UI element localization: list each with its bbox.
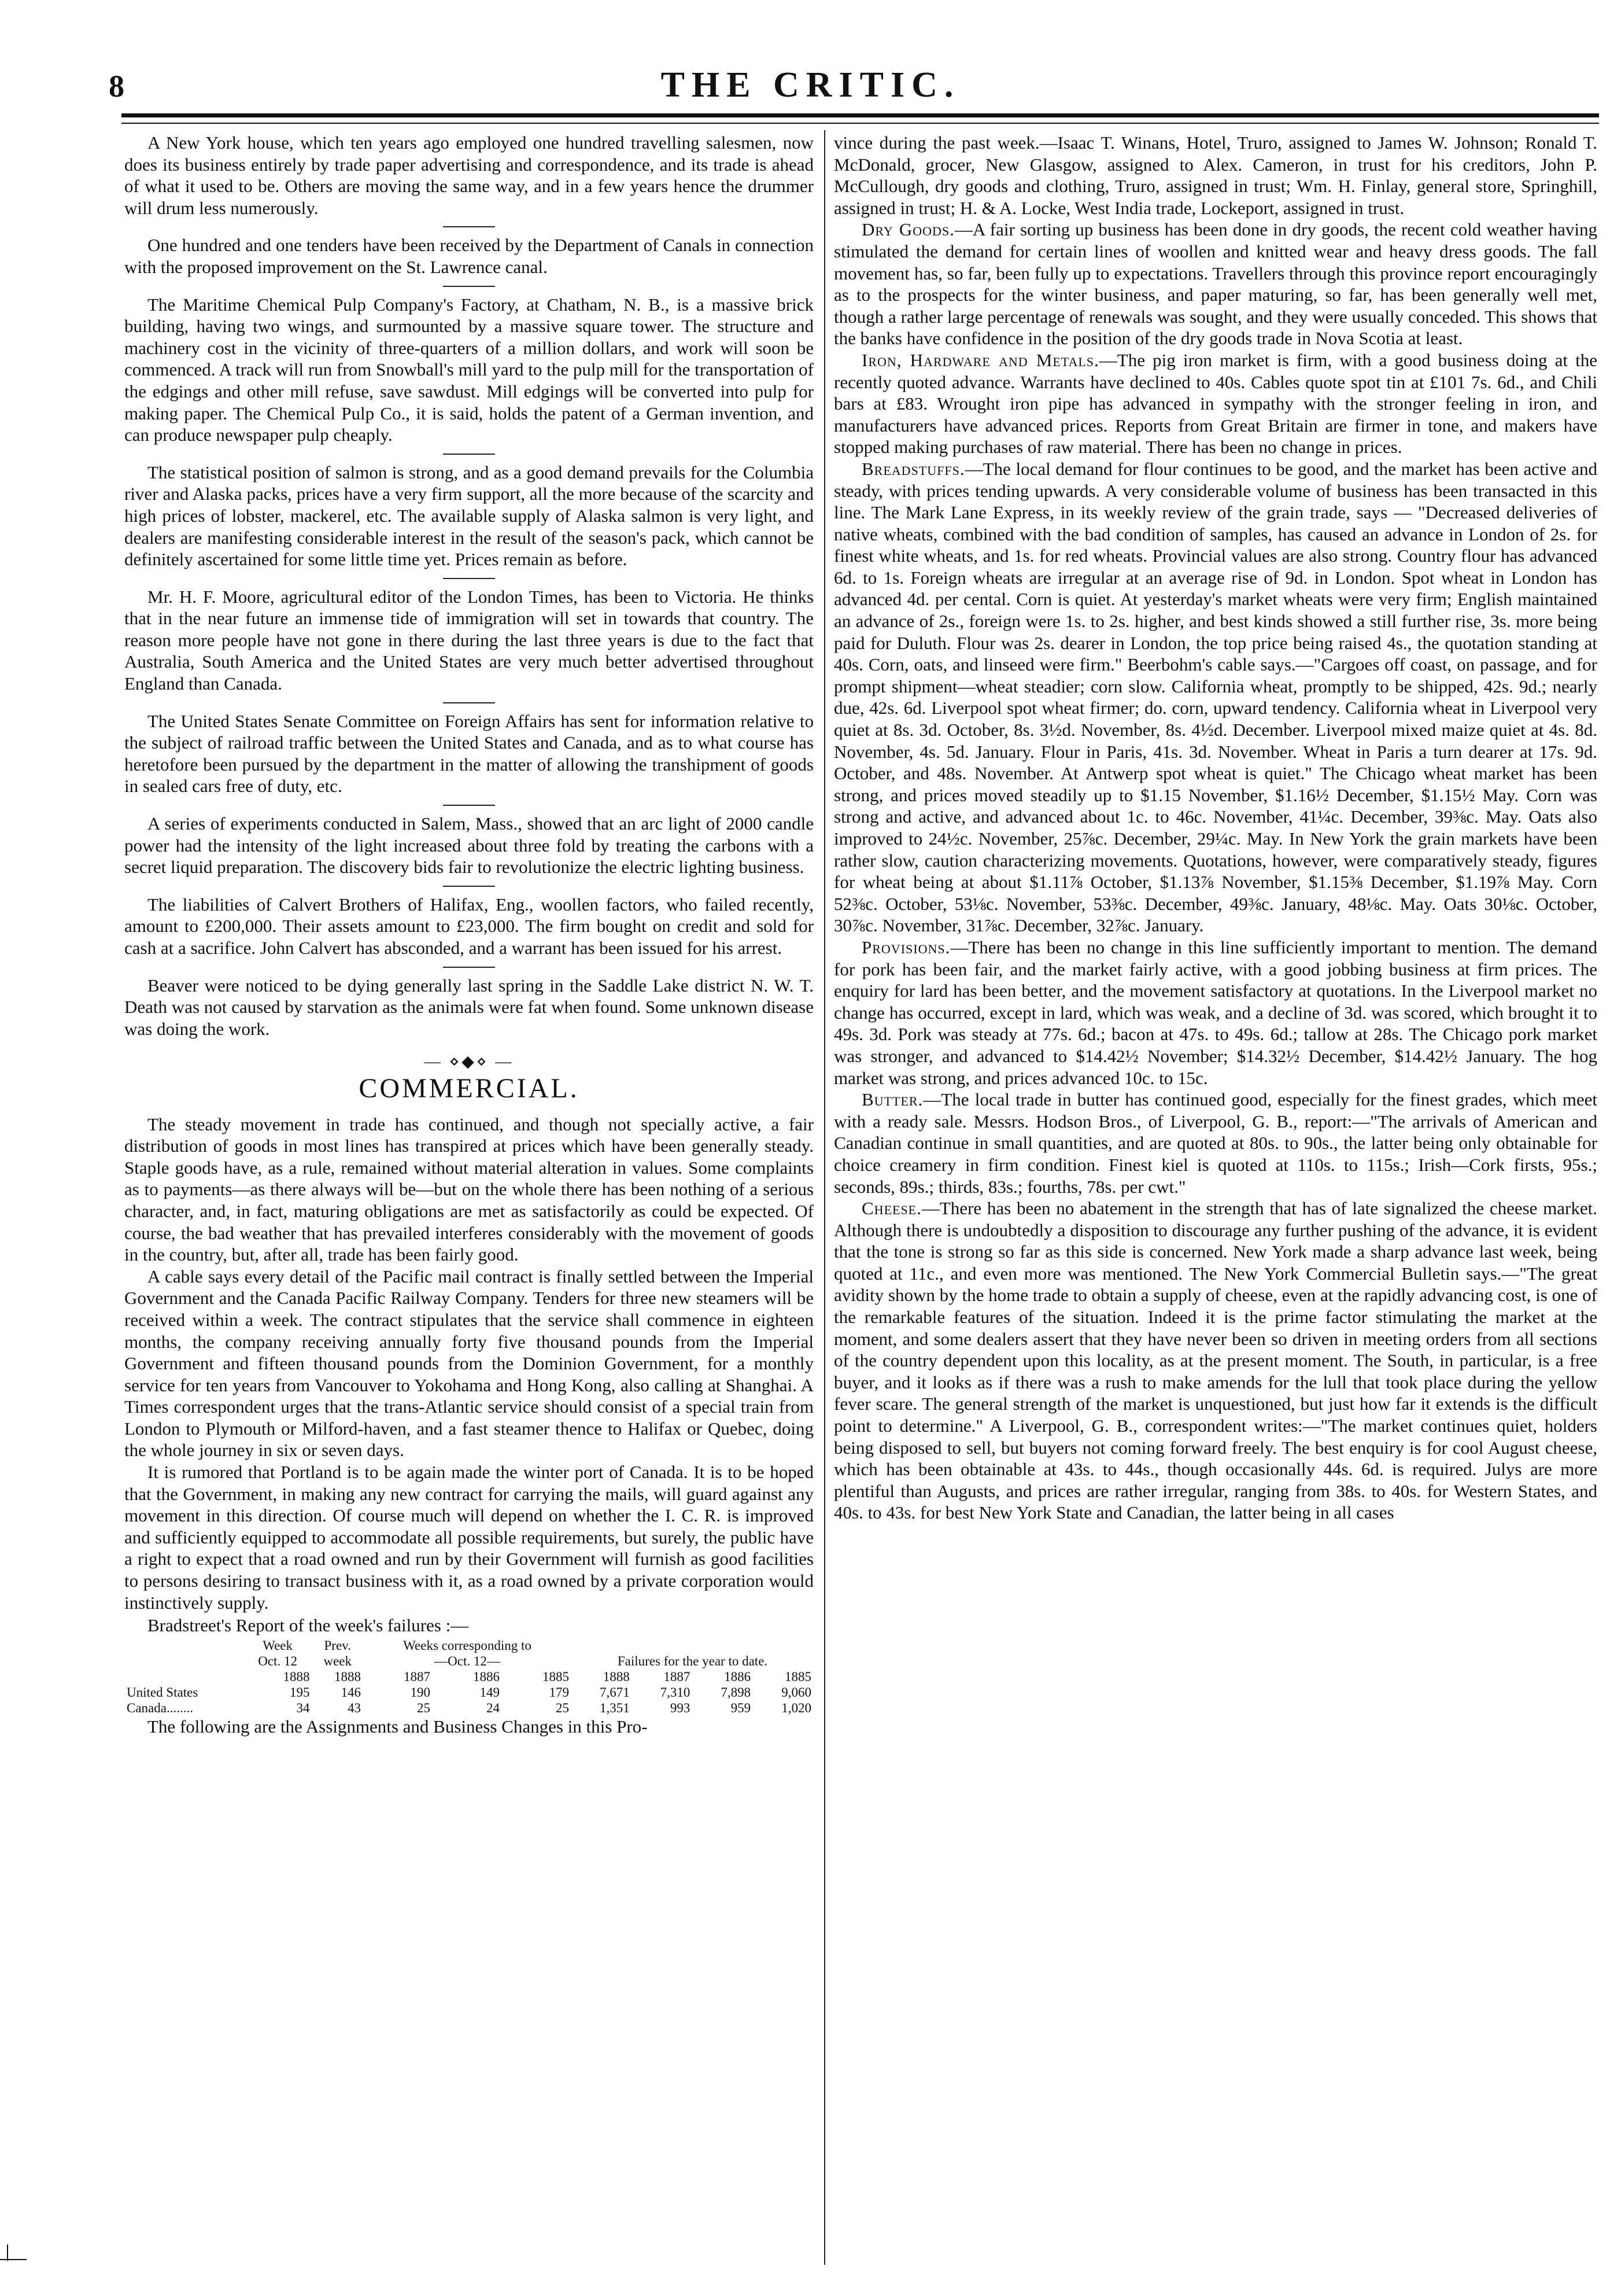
table-row <box>124 1700 814 1716</box>
table-header-cell: —Oct. 12— <box>434 1653 500 1668</box>
market-paragraph-text: vince during the past week.—Isaac T. Winans, Hotel, Truro, assigned to James W. Johnson; Ronald T. McDonald, grocer, New Glasgow, assigned to Alex. Cameron, in trust for his creditors, John P. McCullough, dry goods and clothing, Truro, assigned in trust; Wm. H. Finlay, general store, Springhill, assigned in trust; H. & A. Locke, West India trade, Lockeport, assigned in trust. <box>834 132 1597 218</box>
table-header-cell <box>571 1638 814 1653</box>
table-cell: 9,060 <box>781 1685 811 1700</box>
commercial-heading: COMMERCIAL. <box>359 1073 579 1104</box>
article-paragraph: The Maritime Chemical Pulp Company's Factory, at Chatham, N. B., is a massive brick building, having two wings, and surmounted by a massive square tower. The structure and machinery cost in the vicinity of three-quarters of a million dollars, and work will soon be commenced. A track will run from Snowball's mill yard to the pulp mill for the transportation of the edgings and other mill refuse, save sawdust. Mill edgings will be converted into pulp for making paper. The Chemical Pulp Co., it is said, holds the patent of a German invention, and can produce newspaper pulp cheaply. <box>124 294 814 445</box>
table-header-cell: 1888 <box>334 1669 361 1684</box>
table-header-row <box>124 1638 814 1653</box>
article-paragraph: A New York house, which ten years ago employed one hundred travelling salesmen, now does its business entirely by trade paper advertising and correspondence, and its trade is ahead of what it used to be. Others are moving the same way, and in a few years hence the drummer will drum less numerously. <box>124 132 814 218</box>
commercial-paragraph: The steady movement in trade has continued, and though not specially active, a fair distribution of goods in most lines has transpired at prices which have been generally steady. Staple goods have, as a rule, remained without material alteration in values. Some complaints as to payments—as there always will be—but on the whole there has been nothing of a serious character, and, in fact, maturing obligations are met as satisfactorily as could be expected. Of course, the bad weather that has prevailed interferes considerably with the movement of goods in the country, but, after all, trade has been fairly good. <box>124 1114 814 1265</box>
failures-caption: Bradstreet's Report of the week's failures :— <box>147 1615 469 1636</box>
article-paragraph: One hundred and one tenders have been received by the Department of Canals in connection with the proposed improvement on the St. Lawrence canal. <box>124 235 814 277</box>
table-header-cell: 1886 <box>473 1669 500 1684</box>
column-divider <box>824 130 825 2265</box>
right-column <box>834 132 1597 2266</box>
table-header-cell: 1888 <box>603 1669 630 1684</box>
market-section-head: Provisions. <box>862 937 951 957</box>
table-cell: 7,898 <box>721 1685 751 1700</box>
article-separator <box>443 286 495 287</box>
table-cell: 993 <box>670 1700 691 1715</box>
table-cell: United States <box>127 1685 198 1700</box>
article-separator <box>443 578 495 579</box>
market-paragraph <box>834 1089 1597 1197</box>
table-cell: 24 <box>486 1700 500 1715</box>
table-cell: 34 <box>296 1700 310 1715</box>
market-paragraph-text: —A fair sorting up business has been done in dry goods, the recent cold weather having stimulated the demand for certain lines of woollen and knitted wear and heavy dress goods. The fall movement has, so far, been fully up to expectations. Travellers through this province report encouragingly as to the prospects for the winter business, and paper maturing, so far, has been generally well met, though a rather large percentage of renewals was sought, and they were usually conceded. This shows that the banks have confidence in the position of the dry goods trade in Nova Scotia at least. <box>834 219 1597 349</box>
corner-crop-mark <box>0 2259 27 2260</box>
table-cell: 43 <box>348 1700 361 1715</box>
table-cell: 959 <box>730 1700 751 1715</box>
market-paragraph <box>834 937 1597 1089</box>
corner-crop-mark <box>7 2245 8 2261</box>
table-header-cell: Prev. <box>324 1638 351 1653</box>
table-header-cell: 1885 <box>785 1669 811 1684</box>
market-paragraph <box>834 132 1597 219</box>
market-paragraph-text: —The local trade in butter has continued good, especially for the finest grades, which meet with a ready sale. Messrs. Hodson Bros., of Liverpool, G. B., report:—"The arrivals of American and Canadian continue in small quantities, and are quoted at 80s. to 90s., the latter being only obtainable for choice creamery in firm condition. Finest kiel is quoted at 110s. to 115s.; Irish—Cork firsts, 95s.; seconds, 89s.; thirds, 83s.; fourths, 78s. per cwt." <box>834 1089 1597 1197</box>
table-cell: 1,351 <box>599 1700 630 1715</box>
market-paragraph-text: —There has been no change in this line sufficiently important to mention. The demand for pork has been fair, and the market fairly active, with a good jobbing business at firm prices. The enquiry for lard has been better, and the movement satisfactory at quotations. In the Liverpool market no change has occurred, except in lard, which was weak, and a decline of 3d. was scored, which brought it to 49s. 3d. Pork was steady at 77s. 6d.; bacon at 47s. to 49s. 6d.; tallow at 28s. The Chicago pork market was stronger, and advanced to $14.42½ November; $14.32½ December, $14.42½ January. The hog market was strong, and prices advanced 10c. to 15c. <box>834 937 1597 1088</box>
article-paragraph: The liabilities of Calvert Brothers of Halifax, Eng., woollen factors, who failed recently, amount to £200,000. Their assets amount to £23,000. The firm bought on credit and sold for cash at a sacrifice. John Calvert has absconded, and a warrant has been issued for his arrest. <box>124 894 814 958</box>
article-paragraph: The statistical position of salmon is strong, and as a good demand prevails for the Columbia river and Alaska packs, prices have a very firm support, all the more because of the scarcity and high prices of lobster, mackerel, etc. The available supply of Alaska salmon is very light, and dealers are manifesting considerable interest in the result of the season's pack, which cannot be definitely ascertained for some little time yet. Prices remain as before. <box>124 462 814 570</box>
article-separator <box>443 226 495 227</box>
article-separator <box>443 454 495 455</box>
table-header-cell: 1886 <box>724 1669 751 1684</box>
market-paragraph <box>834 458 1597 937</box>
table-header-row <box>124 1669 814 1685</box>
table-header-cell: week <box>323 1653 352 1668</box>
table-cell: 190 <box>410 1685 431 1700</box>
table-cell: 7,671 <box>599 1685 630 1700</box>
market-section-head: Iron, Hardware and Metals. <box>862 349 1099 370</box>
header-rule-thin <box>121 123 1599 124</box>
table-cell: 25 <box>417 1700 431 1715</box>
market-paragraph-text: —The local demand for flour continues to be good, and the market has been active and steady, with prices tending upwards. A very considerable volume of business has been transacted in this line. The Mark Lane Express, in its weekly review of the grain trade, says — "Decreased deliveries of native wheats, combined with the bad condition of samples, has caused an advance in London of 2s. for finest white wheats, and 1s. for red wheats. Provincial values are also strong. Country flour has advanced 6d. to 1s. Foreign wheats are irregular at an average rise of 9d. in London. Spot wheat in London has advanced 4d. per cental. Corn is quiet. At yesterday's market wheats were very firm; English maintained an advance of 2s., foreign were 1s. to 2s. higher, and best kinds showed a still further rise, 3s. more being paid for Duluth. Flour was 2s. dearer in London, the top price being raised 4s., the quotation standing at 40s. Corn, oats, and linseed were firm." Beerbohm's cable says.—"Cargoes off coast, on passage, and for prompt shipment—wheat steadier; corn slow. California wheat, promptly to be shipped, 42s. 9d.; nearly due, 42s. 6d. Liverpool spot wheat firmer; do. corn, upward tendency. California wheat in Liverpool very quiet at 8s. 3d. October, 8s. 3½d. November, 8s. 4½d. December. Liverpool mixed maize quiet at 4s. 8d. November, 4s. 5d. January. Flour in Paris, 41s. 3d. November. Wheat in Paris a turn dearer at 17s. 9d. October, and 48s. November. At Antwerp spot wheat is quiet." The Chicago wheat market has been strong, and prices moved steadily up to $1.15 November, $1.16½ December, $1.15½ May. Corn was strong and active, and advanced about 1c. to 46c. November, 41¼c. December, 39⅜c. May. Oats also improved to 24½c. November, 25⅞c. December, 29¼c. May. In New York the grain markets have been rather slow, caution characterizing movements. Quotations, however, were comparatively steady, figures for wheat being at about $1.11⅞ October, $1.13⅞ November, $1.15⅜ December, $1.19⅞ May. Corn 52⅜c. October, 53⅛c. November, 53⅜c. December, 49⅜c. January, 48⅛c. May. Oats 30⅛c. October, 30⅞c. November, 31⅞c. December, 32⅞c. January. <box>834 458 1597 936</box>
commercial-paragraph: A cable says every detail of the Pacific mail contract is finally settled between the Imperial Government and the Canada Pacific Railway Company. Tenders for three new steamers will be received within a week. The contract stipulates that the service shall commence in eighteen months, the company receiving annually forty five thousand pounds from the Imperial Government and fifteen thousand pounds from the Dominion Government, for a monthly service for ten years from Vancouver to Yokohama and Hong Kong, also calling at Shanghai. A Times correspondent urges that the trans-Atlantic service should consist of a special train from London to Plymouth or Milford-haven, and a fast steamer thence to Halifax or Quebec, doing the whole journey in six or seven days. <box>124 1266 814 1461</box>
table-cell: 149 <box>479 1685 500 1700</box>
table-header-cell: 1887 <box>404 1669 431 1684</box>
table-header-cell: 1888 <box>283 1669 310 1684</box>
table-row <box>124 1685 814 1700</box>
table-header-cell <box>124 1653 243 1669</box>
market-paragraph-text: —The pig iron market is firm, with a good business doing at the recently quoted advance. Warrants have declined to 40s. Cables quote spot tin at £101 7s. 6d., and Chili bars at £83. Wrought iron pipe has advanced in sympathy with the stronger feeling in iron, and manufacturers have advanced prices. Reports from Great Britain are firmer in tone, and makers have stopped making purchases of raw material. There has been no change in prices. <box>834 349 1597 458</box>
table-cell: 195 <box>289 1685 310 1700</box>
table-header-cell: Failures for the year to date. <box>617 1653 768 1668</box>
market-paragraph <box>834 349 1597 458</box>
market-paragraph-text: —There has been no abatement in the strength that has of late signalized the cheese market. Although there is undoubtedly a disposition to discourage any further pushing of the advance, it is evident that the tone is strong so far as this side is concerned. New York made a sharp advance last week, being quoted at 11c., and even more was mentioned. The New York Commercial Bulletin says.—"The great avidity shown by the home trade to obtain a supply of cheese, even at the rapidly advancing cost, is one of the remarkable features of the situation. Indeed it is the prime factor stimulating the market at the moment, and some dealers assert that they have never been so driven in meeting orders from all sections of the country dependent upon this locality, as at the present moment. The South, in particular, is a free buyer, and it looks as if there was a rush to make amends for the lull that took place during the yellow fever scare. The general strength of the market is unquestioned, but just how far it extends is the difficult point to determine." A Liverpool, G. B., correspondent writes:—"The market continues quiet, holders being disposed to sell, but buyers not coming forward freely. The best enquiry is for cool August cheese, which has been obtainable at 43s. to 44s., though occasionally 44s. 6d. is required. Julys are more plentiful than Augusts, and prices are rather irregular, ranging from 38s. to 40s. for Western States, and 40s. to 43s. for best New York State and Canadian, the latter being in all cases <box>834 1198 1597 1523</box>
table-cell: Canada........ <box>127 1700 193 1715</box>
table-cell: 146 <box>341 1685 361 1700</box>
market-paragraph <box>834 1197 1597 1524</box>
article-paragraph: A series of experiments conducted in Salem, Mass., showed that an arc light of 2000 candle power had the intensity of the light increased about three fold by treating the carbons with a secret liquid preparation. The discovery bids fair to revolutionize the electric lighting business. <box>124 813 814 878</box>
table-cell: 25 <box>556 1700 570 1715</box>
table-header-row <box>124 1653 814 1669</box>
table-header-cell: 1887 <box>663 1669 691 1684</box>
market-paragraph <box>834 219 1597 349</box>
closing-line: The following are the Assignments and Business Changes in this Pro- <box>147 1716 648 1737</box>
table-header-cell: Oct. 12 <box>258 1653 297 1668</box>
commercial-paragraph: It is rumored that Portland is to be again made the winter port of Canada. It is to be hoped that the Government, in making any new contract for carrying the mails, will guard against any movement in this direction. Of course much will depend on whether the I. C. R. is improved and sufficiently equipped to accommodate all possible requirements, but surely, the public have a right to expect that a road owned and run by their Government will furnish as good facilities to persons desiring to transact business with it, as a road owned by a private corporation would instinctively supply. <box>124 1462 814 1613</box>
article-paragraph: Beaver were noticed to be dying generally last spring in the Saddle Lake district N. W. T. Death was not caused by starvation as the animals were fat when found. Some unknown disease was doing the work. <box>124 975 814 1039</box>
article-separator <box>443 967 495 968</box>
table-cell: 1,020 <box>781 1700 811 1715</box>
table-header-cell <box>124 1669 243 1685</box>
market-section-head: Dry Goods. <box>862 219 955 240</box>
article-paragraph: Mr. H. F. Moore, agricultural editor of the London Times, has been to Victoria. He thinks that in the near future an immense tide of immigration will set in towards that country. The reason more people have not gone in there during the last three years is due to the fact that Australia, South America and the United States are very much better advertised throughout England than Canada. <box>124 586 814 694</box>
market-section-head: Butter. <box>862 1089 924 1110</box>
table-header-cell <box>124 1638 243 1653</box>
masthead-title: THE CRITIC. <box>660 65 961 105</box>
table-header-cell: Week <box>263 1638 293 1653</box>
table-cell: 179 <box>549 1685 570 1700</box>
page-number: 8 <box>109 69 124 104</box>
table-header-cell: Weeks corresponding to <box>403 1638 531 1653</box>
market-section-head: Breadstuffs. <box>862 458 965 479</box>
table-cell: 7,310 <box>660 1685 691 1700</box>
article-separator <box>443 805 495 806</box>
table-header-cell: 1885 <box>542 1669 570 1684</box>
market-section-head: Cheese. <box>862 1198 922 1219</box>
article-paragraph: The United States Senate Committee on Foreign Affairs has sent for information relative to the subject of railroad traffic between the United States and Canada, and as to what course has heretofore been pursued by the department in the matter of allowing the transhipment of goods in sealed cars free of duty, etc. <box>124 710 814 797</box>
header-rule-thick <box>121 113 1599 117</box>
article-separator <box>443 886 495 887</box>
left-column <box>124 132 814 2266</box>
article-separator <box>443 702 495 703</box>
failures-table <box>124 1638 814 1716</box>
section-ornament: — ⋄◆⋄ — <box>424 1053 514 1071</box>
